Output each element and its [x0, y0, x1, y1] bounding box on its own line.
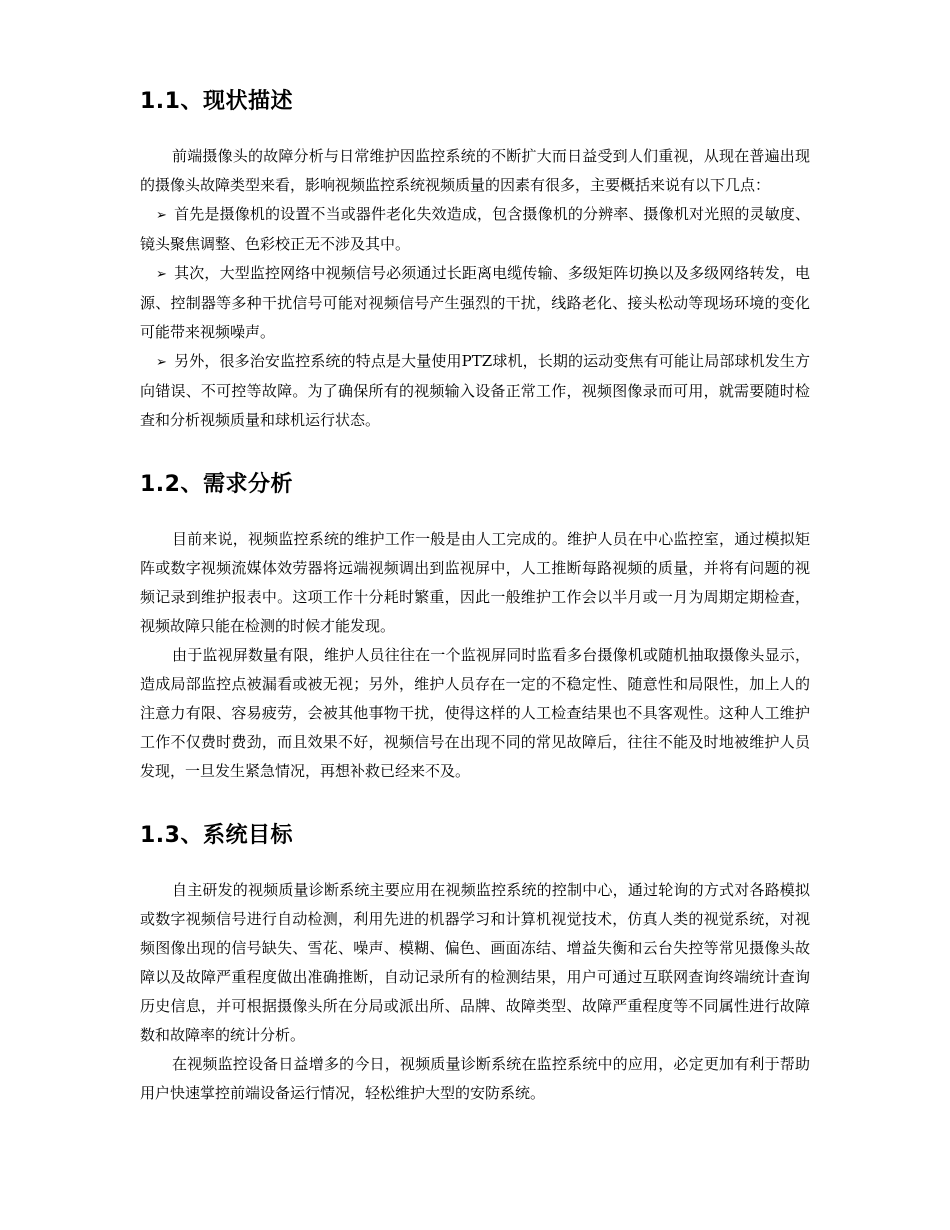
- section-body-status: [140, 142, 810, 435]
- document-content: [140, 82, 810, 1108]
- arrow-bullet-icon: ➢: [156, 267, 167, 282]
- bullet-item: [140, 200, 810, 259]
- paragraph: 由于监视屏数量有限，维护人员往往在一个监视屏同时监看多台摄像机或随机抽取摄像头显示，造成局部监控点被漏看或被无视；另外，维护人员存在一定的不稳定性、随意性和局限性，加上人的注意力有限、容易疲劳，会被其他事物干扰，使得这样的人工检查结果也不具客观性。这种人工维护工作不仅费时费劲，而且效果不好，视频信号在出现不同的常见故障后，往往不能及时地被维护人员发现，一旦发生紧急情况，再想补救已经来不及。: [140, 646, 810, 780]
- paragraph: 在视频监控设备日益增多的今日，视频质量诊断系统在监控系统中的应用，必定更加有利于帮助用户快速掌控前端设备运行情况，轻松维护大型的安防系统。: [140, 1055, 810, 1102]
- bullet-text: 另外，很多治安监控系统的特点是大量使用PTZ球机，长期的运动变焦有可能让局部球机发生方向错误、不可控等故障。为了确保所有的视频输入设备正常工作，视频图像录而可用，就需要随时检查和分析视频质量和球机运行状态。: [140, 352, 810, 429]
- bullet-text: 首先是摄像机的设置不当或器件老化失效造成，包含摄像机的分辨率、摄像机对光照的灵敏度、镜头聚焦调整、色彩校正无不涉及其中。: [140, 205, 810, 253]
- bullet-text: 其次，大型监控网络中视频信号必须通过长距离电缆传输、多级矩阵切换以及多级网络转发，电源、控制器等多种干扰信号可能对视频信号产生强烈的干扰，线路老化、接头松动等现场环境的变化可能带来视频噪声。: [140, 264, 810, 341]
- section-body-requirements: [140, 525, 810, 786]
- section-heading-requirements: 1.2、需求分析: [140, 472, 293, 497]
- paragraph: 目前来说，视频监控系统的维护工作一般是由人工完成的。维护人员在中心监控室，通过模拟矩阵或数字视频流媒体效劳器将远端视频调出到监视屏中，人工推断每路视频的质量，并将有问题的视频记录到维护报表中。这项工作十分耗时繁重，因此一般维护工作会以半月或一月为周期定期检查，视频故障只能在检测的时候才能发现。: [140, 530, 810, 635]
- section-heading-status: 1.1、现状描述: [140, 89, 293, 114]
- section-body-goals: [140, 876, 810, 1108]
- arrow-bullet-icon: ➢: [156, 208, 167, 223]
- paragraph: 自主研发的视频质量诊断系统主要应用在视频监控系统的控制中心，通过轮询的方式对各路模拟或数字视频信号进行自动检测，利用先进的机器学习和计算机视觉技术，仿真人类的视觉系统，对视频图像出现的信号缺失、雪花、噪声、模糊、偏色、画面冻结、增益失衡和云台失控等常见摄像头故障以及故障严重程度做出准确推断，自动记录所有的检测结果，用户可通过互联网查询终端统计查询历史信息，并可根据摄像头所在分局或派出所、品牌、故障类型、故障严重程度等不同属性进行故障数和故障率的统计分析。: [140, 881, 810, 1044]
- bullet-item: [140, 347, 810, 435]
- bullet-item: [140, 259, 810, 347]
- arrow-bullet-icon: ➢: [156, 355, 167, 370]
- section-heading-goals: 1.3、系统目标: [140, 823, 293, 848]
- paragraph: 前端摄像头的故障分析与日常维护因监控系统的不断扩大而日益受到人们重视，从现在普遍出现的摄像头故障类型来看，影响视频监控系统视频质量的因素有很多，主要概括来说有以下几点：: [140, 147, 810, 194]
